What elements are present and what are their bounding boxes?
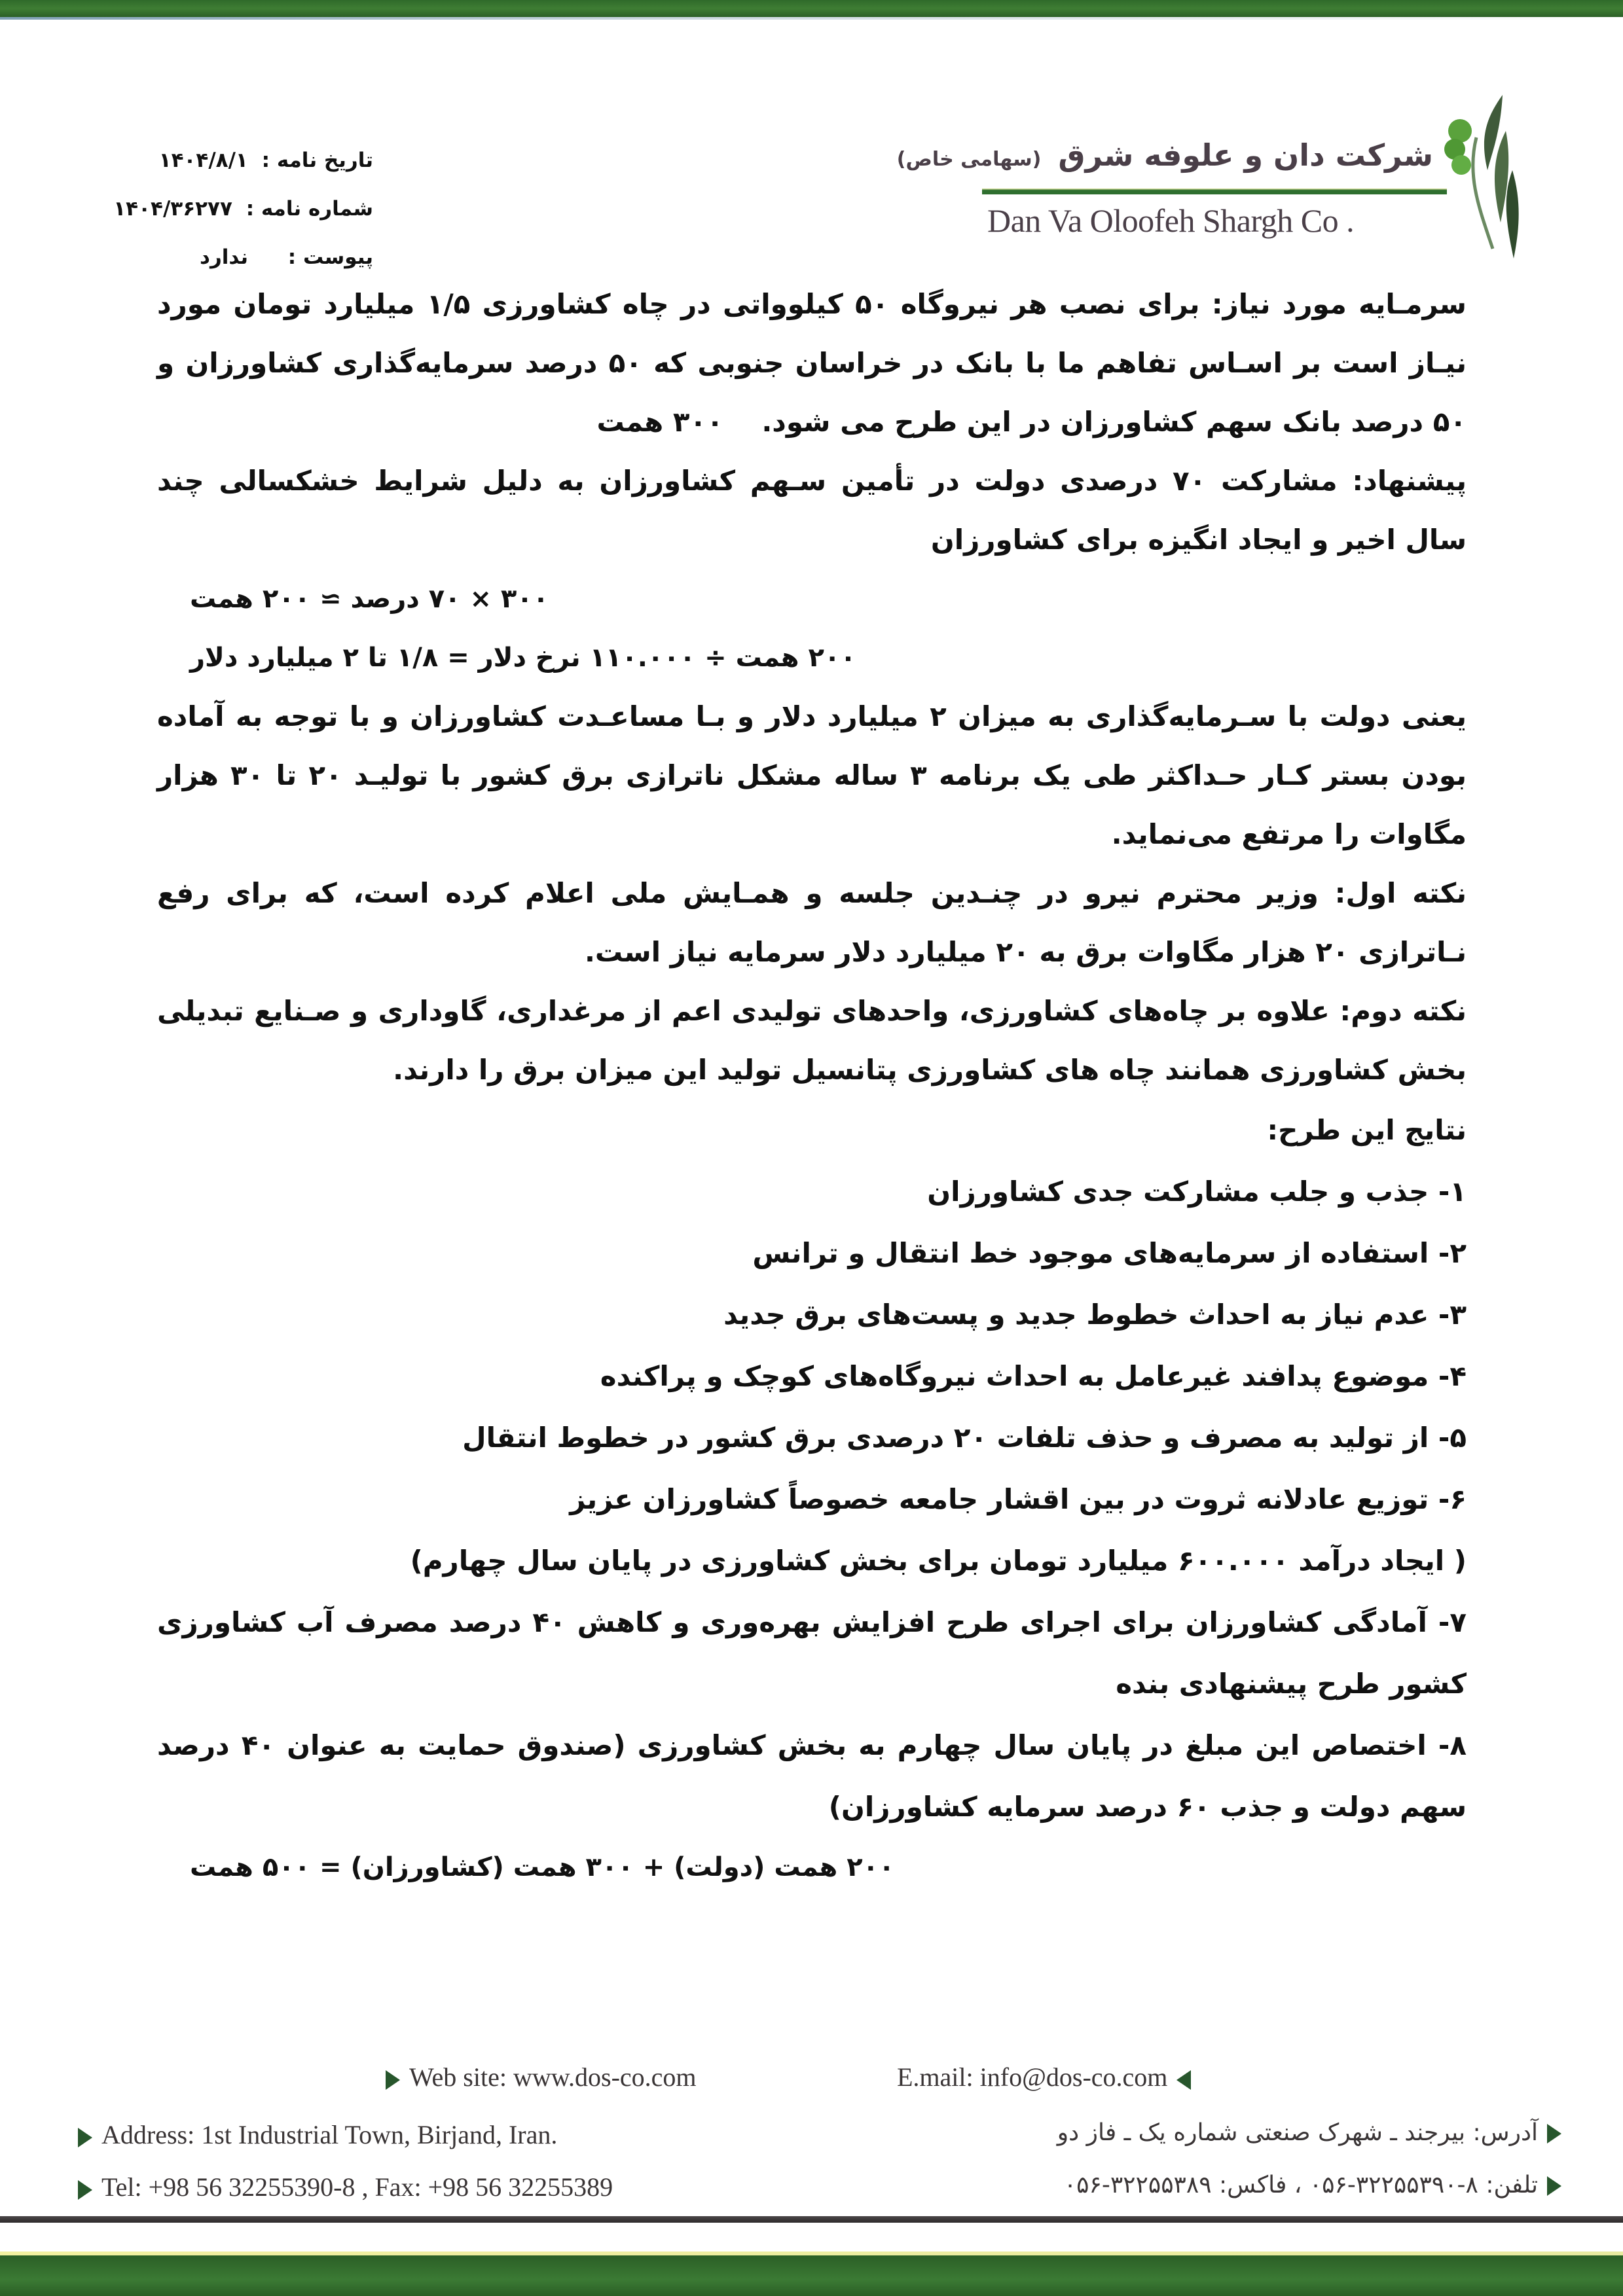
letter-body	[157, 275, 1467, 1897]
formula-government-share: ۳۰۰ × ۷۰ درصد ≃ ۲۰۰ همت	[190, 584, 549, 614]
footer-divider	[0, 2216, 1623, 2223]
header-band-shadow	[0, 17, 1623, 20]
formula-total: ۲۰۰ همت (دولت) + ۳۰۰ همت (کشاورزان) = ۵۰۰ همت	[190, 1852, 895, 1882]
company-name-fa-text: شرکت دان و علوفه شرق	[1058, 137, 1433, 173]
letter-attachment	[124, 233, 373, 281]
result-item: ۶- توزیع عادلانه ثروت در بین اقشار جامعه خصوصاً کشاورزان عزیز	[570, 1483, 1467, 1515]
footer-tel-fa-text: تلفن: ۸-۳۲۲۵۵۳۹۰-۰۵۶ ، فاکس: ۳۲۲۵۵۳۸۹-۰۵۶	[1063, 2172, 1538, 2198]
paragraph-capital-text: سرمـایه مورد نیاز: برای نصب هر نیروگاه ۵۰ کیلوواتی در چاه کشاورزی ۱/۵ میلیارد تومان مورد نیـاز است بر اسـاس تفاهم ما با بانک در خراسان جنوبی که ۵۰ درصد سرمایه‌گذاری کشاورزان و ۵۰ درصد بانک سهم کشاورزان در این طرح می شود.	[157, 288, 1467, 438]
bullet-arrow-icon	[78, 2128, 92, 2147]
bullet-arrow-icon	[386, 2070, 400, 2090]
letter-date-label: تاریخ نامه :	[261, 149, 373, 172]
footer-tel-fa	[1064, 2172, 1571, 2198]
result-item: ۷- آمادگی کشاورزان برای اجرای طرح افزایش بهره‌وری و کاهش ۴۰ درصد مصرف آب کشاورزی کشور طرح پیشنهادی بنده	[157, 1606, 1467, 1700]
paragraph-proposal: پیشنهاد: مشارکت ۷۰ درصدی دولت در تأمین سـهم کشاورزان به دلیل شرایط خشکسالی چند سال اخیر و ایجاد انگیزه برای کشاورزان	[157, 465, 1467, 556]
bullet-arrow-icon	[1547, 2124, 1561, 2144]
result-item: ۲- استفاده از سرمایه‌های موجود خط انتقال و ترانس	[752, 1237, 1467, 1269]
letter-number-label: شماره نامه :	[246, 197, 373, 221]
footer-address-en	[69, 2119, 557, 2150]
paragraph-capital-amount: ۳۰۰ همت	[596, 406, 723, 438]
company-name-en: Dan Va Oloofeh Shargh Co .	[987, 202, 1355, 239]
paragraph-note-second: نکته دوم: علاوه بر چاه‌های کشاورزی، واحدهای تولیدی اعم از مرغداری، گاوداری و صـنایع تبدیلی بخش کشاورزی همانند چاه های کشاورزی پتانسیل تولید این میزان برق را دارند.	[157, 995, 1467, 1086]
letter-meta	[113, 136, 373, 281]
company-type-fa: (سهامی خاص)	[896, 148, 1042, 171]
logo-divider	[982, 188, 1447, 194]
paragraph-capital-needed	[157, 275, 1467, 452]
footer-address-fa-text: آدرس: بیرجند ـ شهرک صنعتی شماره یک ـ فاز دو	[1057, 2119, 1538, 2146]
footer-green-band	[0, 2255, 1623, 2296]
footer-website	[376, 2062, 697, 2092]
bullet-arrow-icon	[1547, 2176, 1561, 2196]
footer-email	[897, 2062, 1200, 2092]
footer-address-en-text: Address: 1st Industrial Town, Birjand, Iran.	[101, 2120, 558, 2149]
footer-tel-en	[69, 2172, 613, 2202]
formula-dollar-conversion: ۲۰۰ همت ÷ ۱۱۰.۰۰۰ نرخ دلار = ۱/۸ تا ۲ میلیارد دلار	[190, 643, 856, 673]
letter-attachment-value: ندارد	[200, 245, 248, 269]
footer-address-fa	[1057, 2119, 1571, 2146]
footer-tel-en-text: Tel: +98 56 32255390-8 , Fax: +98 56 32255389	[101, 2172, 613, 2202]
letter-attachment-label: پیوست :	[287, 245, 373, 269]
letter-number-value: ۱۴۰۴/۳۶۲۷۷	[113, 197, 232, 221]
paragraph-government-investment: یعنی دولت با سـرمایه‌گذاری به میزان ۲ میلیارد دلار و بـا مساعـدت کشاورزان و با توجه به آماده بودن بستر کـار حـداکثر طی یک برنامه ۳ ساله مشکل ناترازی برق کشور با تولیـد ۲۰ تا ۳۰ هزار مگاوات را مرتفع می‌نماید.	[157, 700, 1467, 850]
results-title: نتایج این طرح:	[1267, 1114, 1467, 1146]
paragraph-note-first: نکته اول: وزیر محترم نیرو در چنـدین جلسه و همـایش ملی اعلام کرده است، که برای رفع نـاترازی ۲۰ هزار مگاوات برق به ۲۰ میلیارد دلار سرمایه نیاز است.	[157, 877, 1467, 968]
result-item: ۳- عدم نیاز به احداث خطوط جدید و پست‌های برق جدید	[723, 1299, 1467, 1331]
result-item: ۴- موضوع پدافند غیرعامل به احداث نیروگاه‌های کوچک و پراکنده	[600, 1360, 1467, 1392]
bullet-arrow-icon	[1176, 2070, 1191, 2090]
bullet-arrow-icon	[78, 2180, 92, 2200]
footer-website-text[interactable]: Web site: www.dos-co.com	[409, 2062, 697, 2092]
letter-number	[113, 185, 373, 233]
header-green-band	[0, 0, 1623, 17]
result-item: ۵- از تولید به مصرف و حذف تلفات ۲۰ درصدی برق کشور در خطوط انتقال	[462, 1422, 1467, 1454]
letter-date	[124, 136, 373, 185]
company-name-fa	[897, 137, 1433, 173]
result-item: ۸- اختصاص این مبلغ در پایان سال چهارم به بخش کشاورزی (صندوق حمایت به عنوان ۴۰ درصد سهم دولت و جذب ۶۰ درصد سرمایه کشاورزان)	[157, 1729, 1467, 1823]
result-item: ۱- جذب و جلب مشارکت جدی کشاورزان	[927, 1175, 1467, 1208]
footer-email-text[interactable]: E.mail: info@dos-co.com	[897, 2062, 1168, 2092]
letter-date-value: ۱۴۰۴/۸/۱	[158, 149, 248, 172]
result-item: ( ایجاد درآمد ۶۰۰.۰۰۰ میلیارد تومان برای بخش کشاورزی در پایان سال چهارم)	[410, 1545, 1467, 1577]
company-logo-icon	[1440, 92, 1539, 262]
